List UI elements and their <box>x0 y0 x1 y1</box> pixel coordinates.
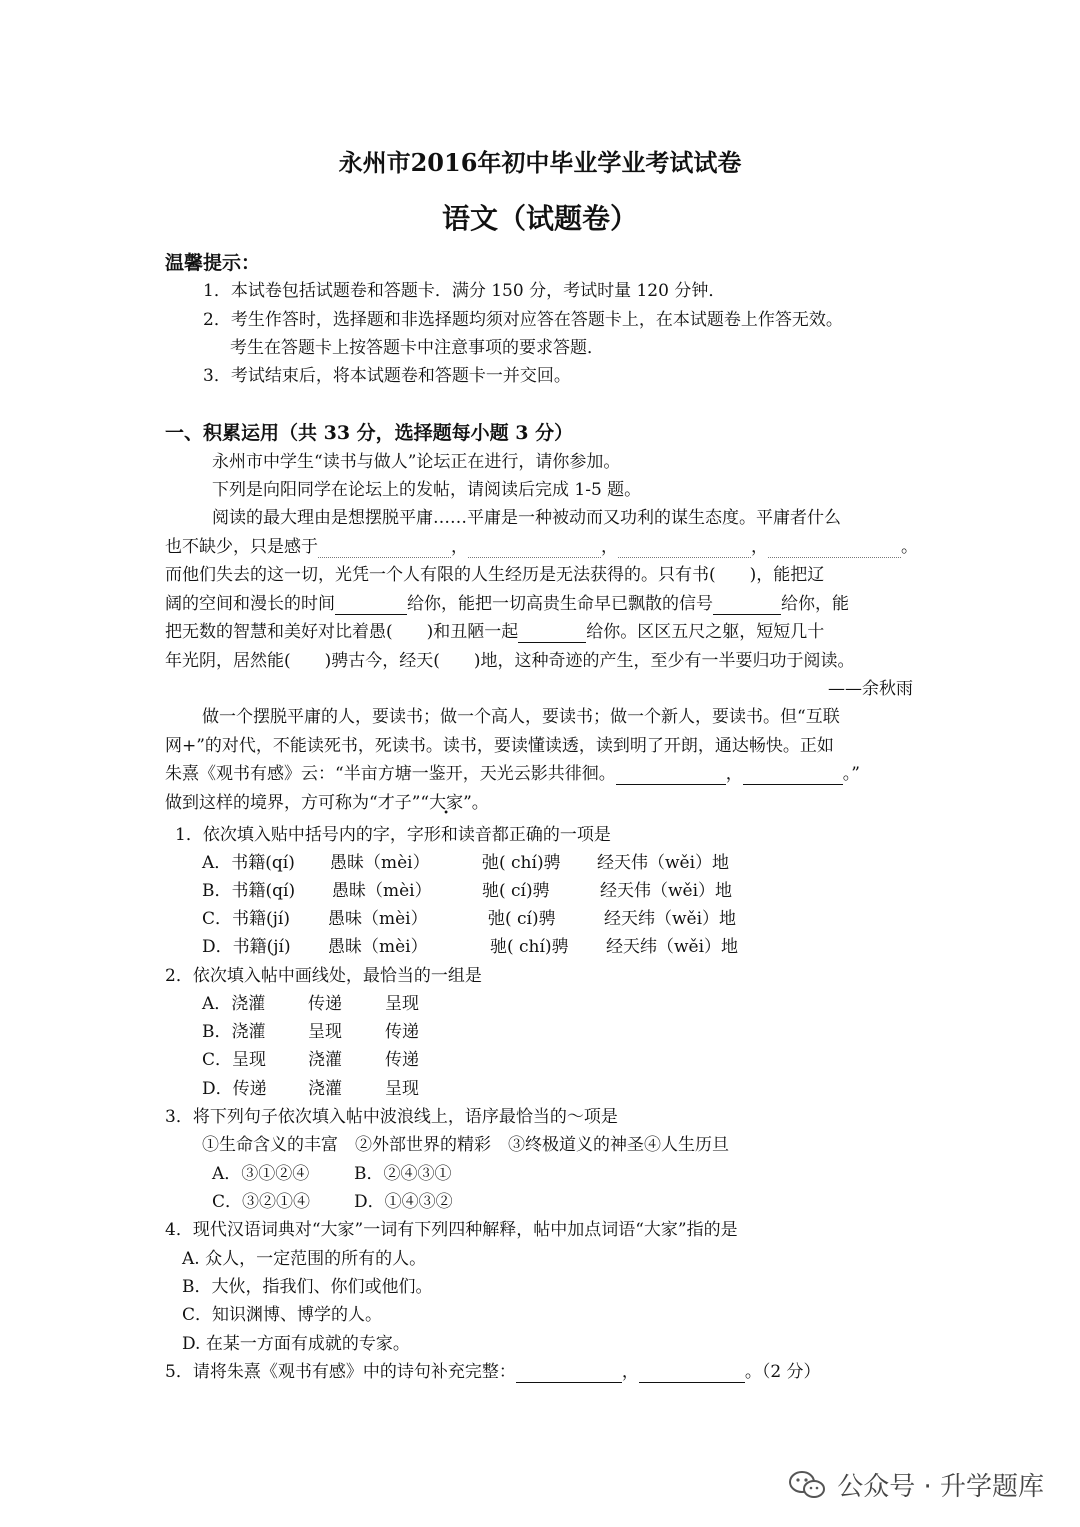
option-row <box>202 932 738 957</box>
passage-line <box>165 617 824 643</box>
tip-item: 2．考生作答时，选择题和非选择题均须对应答在答题卡上，在本试题卷上作答无效。 <box>203 310 843 330</box>
watermark-text: 公众号 · 升学题库 <box>837 1472 1044 1502</box>
option-cell: 驰( cí)骋 <box>482 881 550 901</box>
option-cell: C．③②①④ <box>212 1192 311 1212</box>
option-cell: 经天伟（wěi）地 <box>600 881 733 901</box>
option-row <box>202 1017 419 1042</box>
passage-text: 也不缺少，只是感于 <box>165 537 318 557</box>
option-cell: 弛( cí)骋 <box>488 909 556 929</box>
passage-line: 也不缺少，只是感于 ， ， ， 。 <box>165 537 918 557</box>
option-cell: 传递 <box>385 1022 419 1042</box>
passage-text: 阔的空间和漫长的时间 <box>165 594 335 614</box>
option-row <box>202 848 729 873</box>
option-cell: 愚昧（mèi） <box>332 881 432 901</box>
option-line: C．知识渊博、博学的人。 <box>182 1305 383 1325</box>
passage-text: 给你，能把一切高贵生命早已飘散的信号 <box>407 594 713 614</box>
underline-blank <box>743 764 843 785</box>
option-row <box>202 989 419 1014</box>
wavy-blank <box>468 537 601 558</box>
option-cell: B．②④③① <box>354 1164 452 1184</box>
option-cell: 呈现 <box>308 1022 342 1042</box>
passage-line: 阅读的最大理由是想摆脱平庸……平庸是一种被动而又功利的谋生态度。平庸者什么 <box>212 508 841 528</box>
option-cell: D．书籍(jí) <box>202 937 291 957</box>
question-stem: 2．依次填入帖中画线处，最恰当的一组是 <box>165 966 482 986</box>
option-cell: 经天纬（wěi）地 <box>606 937 739 957</box>
option-cell: 经天伟（wěi）地 <box>597 853 730 873</box>
passage-line: 朱熹《观书有感》云：“半亩方塘一鉴开，天光云影共徘徊。 ， 。” <box>165 764 860 784</box>
option-cell: B．浇灌 <box>202 1022 266 1042</box>
passage-line: 做一个摆脱平庸的人，要读书；做一个高人，要读书；做一个新人，要读书。但“互联 <box>202 707 840 727</box>
tip-item: 1．本试卷包括试题卷和答题卡．满分 150 分，考试时量 120 分钟． <box>203 281 726 301</box>
option-cell: 经天纬（wěi）地 <box>604 909 737 929</box>
option-cell: 呈现 <box>385 994 419 1014</box>
question-items: ①生命含义的丰富 ②外部世界的精彩 ③终极道义的神圣④人生历旦 <box>202 1135 729 1155</box>
tip-item: 考生在答题卡上按答题卡中注意事项的要求答题． <box>230 338 604 358</box>
wavy-blank <box>618 537 751 558</box>
underline-blank <box>518 622 586 643</box>
watermark <box>787 1466 1044 1503</box>
tips-heading: 温馨提示： <box>165 252 261 274</box>
passage-line <box>165 589 849 615</box>
tip-item: 3．考试结束后，将本试题卷和答题卡一并交回。 <box>203 366 571 386</box>
separator: ， <box>621 1362 639 1382</box>
wavy-blank <box>318 537 451 558</box>
option-row <box>202 876 732 901</box>
answer-blank <box>516 1362 622 1383</box>
option-row <box>212 1187 453 1212</box>
passage-line: 年光阴，居然能( )骋古今，经天( )地，这种奇迹的产生，至少有一半要归功于阅读。 <box>165 651 855 671</box>
underline-blank <box>616 764 726 785</box>
option-cell: 愚昧（mèi） <box>328 937 428 957</box>
question-text: 5．请将朱熹《观书有感》中的诗句补充完整： <box>165 1362 516 1382</box>
option-line: D. 在某一方面有成就的专家。 <box>182 1334 410 1354</box>
wechat-logo-icon <box>787 1470 827 1500</box>
option-cell: 浇灌 <box>308 1079 342 1099</box>
option-cell: A．浇灌 <box>202 994 266 1014</box>
question-text: 。（2 分） <box>744 1362 821 1382</box>
underline-blank <box>713 594 781 615</box>
passage-text: 做到这样的境界，方可称为“才子”“ <box>165 793 430 813</box>
dotted-word: 大家 <box>429 793 464 813</box>
option-line: A. 众人，一定范围的所有的人。 <box>182 1249 427 1269</box>
question-stem: 1．依次填入贴中括号内的字，字形和读音都正确的一项是 <box>175 825 611 845</box>
passage-text: 给你。区区五尺之躯，短短几十 <box>586 622 825 642</box>
option-cell: 浇灌 <box>308 1050 342 1070</box>
section-intro: 下列是向阳同学在论坛上的发帖，请阅读后完成 1-5 题。 <box>212 480 642 500</box>
passage-line: 而他们失去的这一切，光凭一个人有限的人生经历是无法获得的。只有书( )，能把辽 <box>165 565 825 585</box>
option-row <box>212 1159 452 1184</box>
option-row <box>202 904 736 929</box>
answer-blank <box>639 1362 745 1383</box>
option-cell: 愚味（mèi） <box>328 909 428 929</box>
wavy-blank <box>768 537 901 558</box>
passage-text: 给你，能 <box>781 594 849 614</box>
section-intro: 永州市中学生“读书与做人”论坛正在进行，请你参加。 <box>212 452 621 472</box>
exam-subtitle: 语文（试题卷） <box>441 202 638 235</box>
passage-line <box>165 788 489 813</box>
option-cell: 愚昧（mèi） <box>330 853 430 873</box>
underline-blank <box>335 594 407 615</box>
option-cell: 弛( chí)骋 <box>482 853 561 873</box>
section-heading: 一、积累运用（共 33 分，选择题每小题 3 分） <box>165 422 574 444</box>
option-cell: C．书籍(jí) <box>202 909 290 929</box>
option-cell: D．传递 <box>202 1079 267 1099</box>
option-cell: D．①④③② <box>354 1192 453 1212</box>
option-cell: 呈现 <box>385 1079 419 1099</box>
option-row <box>202 1045 419 1070</box>
passage-text: 朱熹《观书有感》云：“半亩方塘一鉴开，天光云影共徘徊。 <box>165 764 616 784</box>
passage-text: 把无数的智慧和美好对比着愚( )和丑陋一起 <box>165 622 519 642</box>
option-cell: 驰( chí)骋 <box>490 937 569 957</box>
option-cell: C．呈现 <box>202 1050 267 1070</box>
passage-text: ”。 <box>463 793 489 813</box>
question-stem <box>165 1357 821 1383</box>
option-cell: A．③①②④ <box>212 1164 310 1184</box>
option-line: B．大伙，指我们、你们或他们。 <box>182 1277 433 1297</box>
option-row <box>202 1074 419 1099</box>
option-cell: 传递 <box>308 994 342 1014</box>
question-stem: 4．现代汉语词典对“大家”一词有下列四种解释，帖中加点词语“大家”指的是 <box>165 1220 738 1240</box>
option-cell: 传递 <box>385 1050 419 1070</box>
option-cell: B．书籍(qí) <box>202 881 296 901</box>
passage-author: ——余秋雨 <box>828 679 913 699</box>
exam-title: 永州市2016年初中毕业学业考试试卷 <box>338 148 742 177</box>
passage-line: 网+”的对代，不能读死书，死读书。读书，要读懂读透，读到明了开朗，通达畅快。正如 <box>165 736 834 756</box>
option-cell: A．书籍(qí) <box>202 853 295 873</box>
question-stem: 3．将下列句子依次填入帖中波浪线上，语序最恰当的～项是 <box>165 1107 618 1127</box>
